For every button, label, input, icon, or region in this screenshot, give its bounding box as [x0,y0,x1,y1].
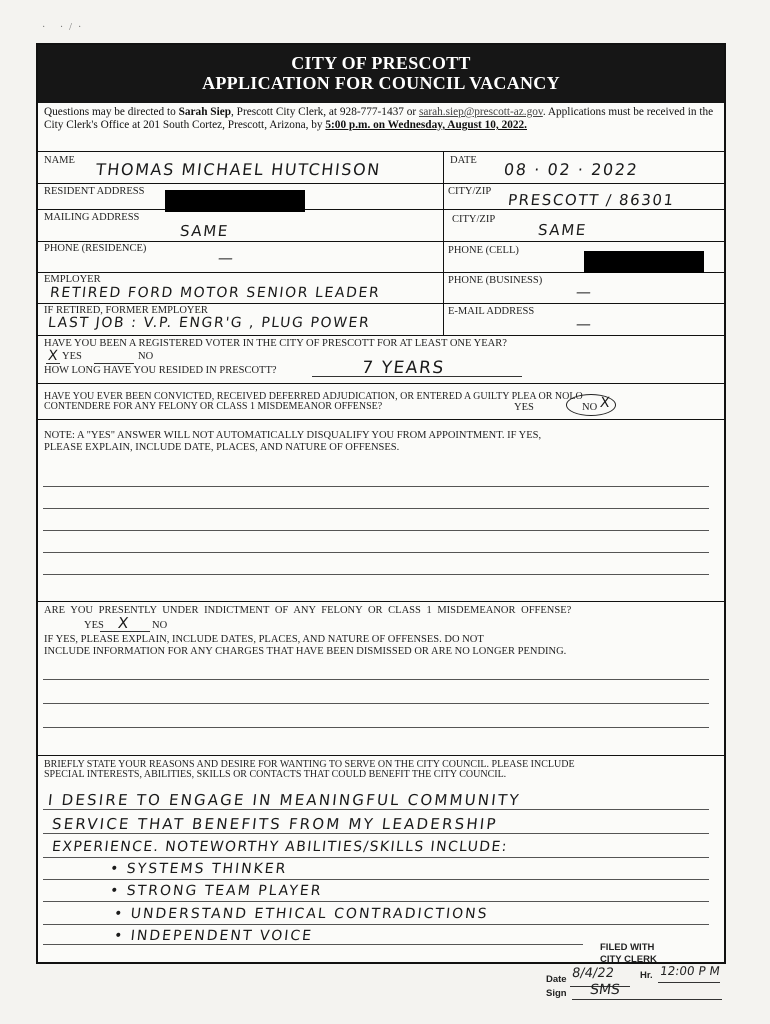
employer-label: EMPLOYER [44,274,101,285]
phone-residence-label: PHONE (RESIDENCE) [44,243,147,254]
instructions-notice [44,106,720,132]
blank-line [572,999,722,1000]
conviction-note-line2: PLEASE EXPLAIN, INCLUDE DATE, PLACES, AND NATURE OF OFFENSES. [44,442,400,453]
name-label: NAME [44,155,75,166]
stamp-sign-label: Sign [546,988,567,999]
voter-question: HAVE YOU BEEN A REGISTERED VOTER IN THE CITY OF PRESCOTT FOR AT LEAST ONE YEAR? [44,338,507,349]
conviction-yes-label: YES [514,402,534,413]
reasons-line[interactable]: EXPERIENCE. NOTEWORTHY ABILITIES/SKILLS INCLUDE: [51,839,509,855]
answer-line [43,901,709,902]
answer-line [43,944,583,945]
stamp-signature: SMS [588,982,621,998]
phone-cell-label: PHONE (CELL) [448,245,519,256]
notice-text: . Applications must be received in the City Clerk's Office at 201 South Cortez, Prescott, Arizona, by [44,106,714,131]
grid-line [38,755,724,756]
blank-line [312,376,522,377]
city-zip-field[interactable]: PRESCOTT / 86301 [507,191,676,209]
residence-duration-field[interactable]: 7 YEARS [360,358,446,378]
grid-divider [443,151,444,335]
reasons-line[interactable]: • INDEPENDENT VOICE [113,928,314,944]
answer-line [43,703,709,704]
answer-line [43,486,709,487]
blank-line [46,363,60,364]
answer-line [43,857,709,858]
notice-text: Questions may be directed to [44,106,179,118]
application-form [36,43,726,964]
conviction-question-line1: HAVE YOU EVER BEEN CONVICTED, RECEIVED DEFERRED ADJUDICATION, OR ENTERED A GUILTY PLEA OR NOLO [44,391,583,402]
mailing-address-label: MAILING ADDRESS [44,212,140,223]
grid-line [38,209,724,210]
former-employer-label: IF RETIRED, FORMER EMPLOYER [44,305,208,316]
indictment-yes-label: YES [84,620,104,631]
mailing-city-zip-label: CITY/ZIP [452,214,496,225]
reasons-line[interactable]: I DESIRE TO ENGAGE IN MEANINGFUL COMMUNITY [47,791,522,809]
stamp-hour-label: Hr. [640,970,653,981]
phone-residence-field[interactable]: — [217,249,236,267]
mailing-city-zip-field[interactable]: SAME [537,221,588,239]
indictment-explain-line2: INCLUDE INFORMATION FOR ANY CHARGES THAT HAVE BEEN DISMISSED OR ARE NO LONGER PENDING. [44,646,567,657]
indictment-no-label: NO [152,620,168,631]
redaction-bar [584,251,704,273]
answer-line [43,679,709,680]
city-clerk-stamp: CITY CLERK [600,954,657,965]
answer-line [43,727,709,728]
blank-line [100,631,150,632]
answer-line [43,552,709,553]
voter-yes-label: YES [62,351,82,362]
grid-line [38,419,724,420]
voter-no-label: NO [138,351,154,362]
former-employer-field[interactable]: LAST JOB : V.P. ENGR'G , PLUG POWER [47,315,372,331]
conviction-no-label: NO [582,402,598,413]
answer-line [43,508,709,509]
reasons-line[interactable]: • UNDERSTAND ETHICAL CONTRADICTIONS [113,906,490,922]
residence-duration-label: HOW LONG HAVE YOU RESIDED IN PRESCOTT? [44,365,277,376]
reasons-prompt-line1: BRIEFLY STATE YOUR REASONS AND DESIRE FOR WANTING TO SERVE ON THE CITY COUNCIL. PLEASE INCLUDE [44,759,575,770]
reasons-line[interactable]: • SYSTEMS THINKER [109,861,289,877]
blank-line [94,363,134,364]
answer-line [43,833,709,834]
grid-line [38,383,724,384]
form-header [38,45,724,103]
email-label: E-MAIL ADDRESS [448,306,535,317]
voter-yes-mark[interactable]: X [47,348,61,364]
mailing-address-field[interactable]: SAME [179,222,230,240]
redaction-bar [165,190,305,212]
answer-line [43,574,709,575]
circle-mark-icon [566,394,616,416]
form-title-city: CITY OF PRESCOTT [291,53,471,73]
conviction-question-line2: CONTENDERE FOR ANY FELONY OR CLASS 1 MISDEMEANOR OFFENSE? [44,401,383,412]
stamp-date-value: 8/4/22 [570,966,615,981]
reasons-prompt-line2: SPECIAL INTERESTS, ABILITIES, SKILLS OR CONTACTS THAT COULD BENEFIT THE CITY COUNCIL. [44,769,507,780]
grid-line [38,303,724,304]
answer-line [43,924,709,925]
indictment-no-mark[interactable]: X [117,614,131,632]
date-field[interactable]: 08 · 02 · 2022 [503,160,640,179]
email-field[interactable]: — [575,315,594,333]
grid-line [38,183,724,184]
form-title-application: APPLICATION FOR COUNCIL VACANCY [202,73,560,93]
conviction-note-line1: NOTE: A "YES" ANSWER WILL NOT AUTOMATICALLY DISQUALIFY YOU FROM APPOINTMENT. IF YES, [44,430,542,441]
indictment-question: ARE YOU PRESENTLY UNDER INDICTMENT OF ANY FELONY OR CLASS 1 MISDEMEANOR OFFENSE? [44,605,572,616]
phone-business-label: PHONE (BUSINESS) [448,275,543,286]
resident-address-label: RESIDENT ADDRESS [44,186,145,197]
blank-line [658,982,720,983]
indictment-explain-line1: IF YES, PLEASE EXPLAIN, INCLUDE DATES, PLACES, AND NATURE OF OFFENSES. DO NOT [44,634,484,645]
conviction-no-mark[interactable]: X [599,395,613,411]
employer-field[interactable]: RETIRED FORD MOTOR SENIOR LEADER [49,285,382,301]
grid-line [38,241,724,242]
name-field[interactable]: THOMAS MICHAEL HUTCHISON [95,160,382,179]
filed-with-stamp: FILED WITH [600,942,655,953]
answer-line [43,530,709,531]
stamp-date-label: Date [546,974,567,985]
stamp-hour-value: 12:00 P M [659,964,721,978]
reasons-line[interactable]: SERVICE THAT BENEFITS FROM MY LEADERSHIP [51,815,499,833]
reasons-line[interactable]: • STRONG TEAM PLAYER [109,883,324,899]
clerk-email-link[interactable]: sarah.siep@prescott-az.gov [418,106,543,118]
grid-line [38,601,724,602]
phone-business-field[interactable]: — [575,283,594,301]
grid-line [38,335,724,336]
grid-line [38,151,724,152]
clerk-name: Sarah Siep [178,106,232,118]
notice-text: , Prescott City Clerk, at 928-777-1437 or [231,106,419,118]
deadline-text: 5:00 p.m. on Wednesday, August 10, 2022. [325,119,528,131]
answer-line [43,879,709,880]
scan-mark: · ·/· [42,22,88,33]
answer-line [43,809,709,810]
date-label: DATE [450,155,477,166]
city-zip-label: CITY/ZIP [448,186,492,197]
